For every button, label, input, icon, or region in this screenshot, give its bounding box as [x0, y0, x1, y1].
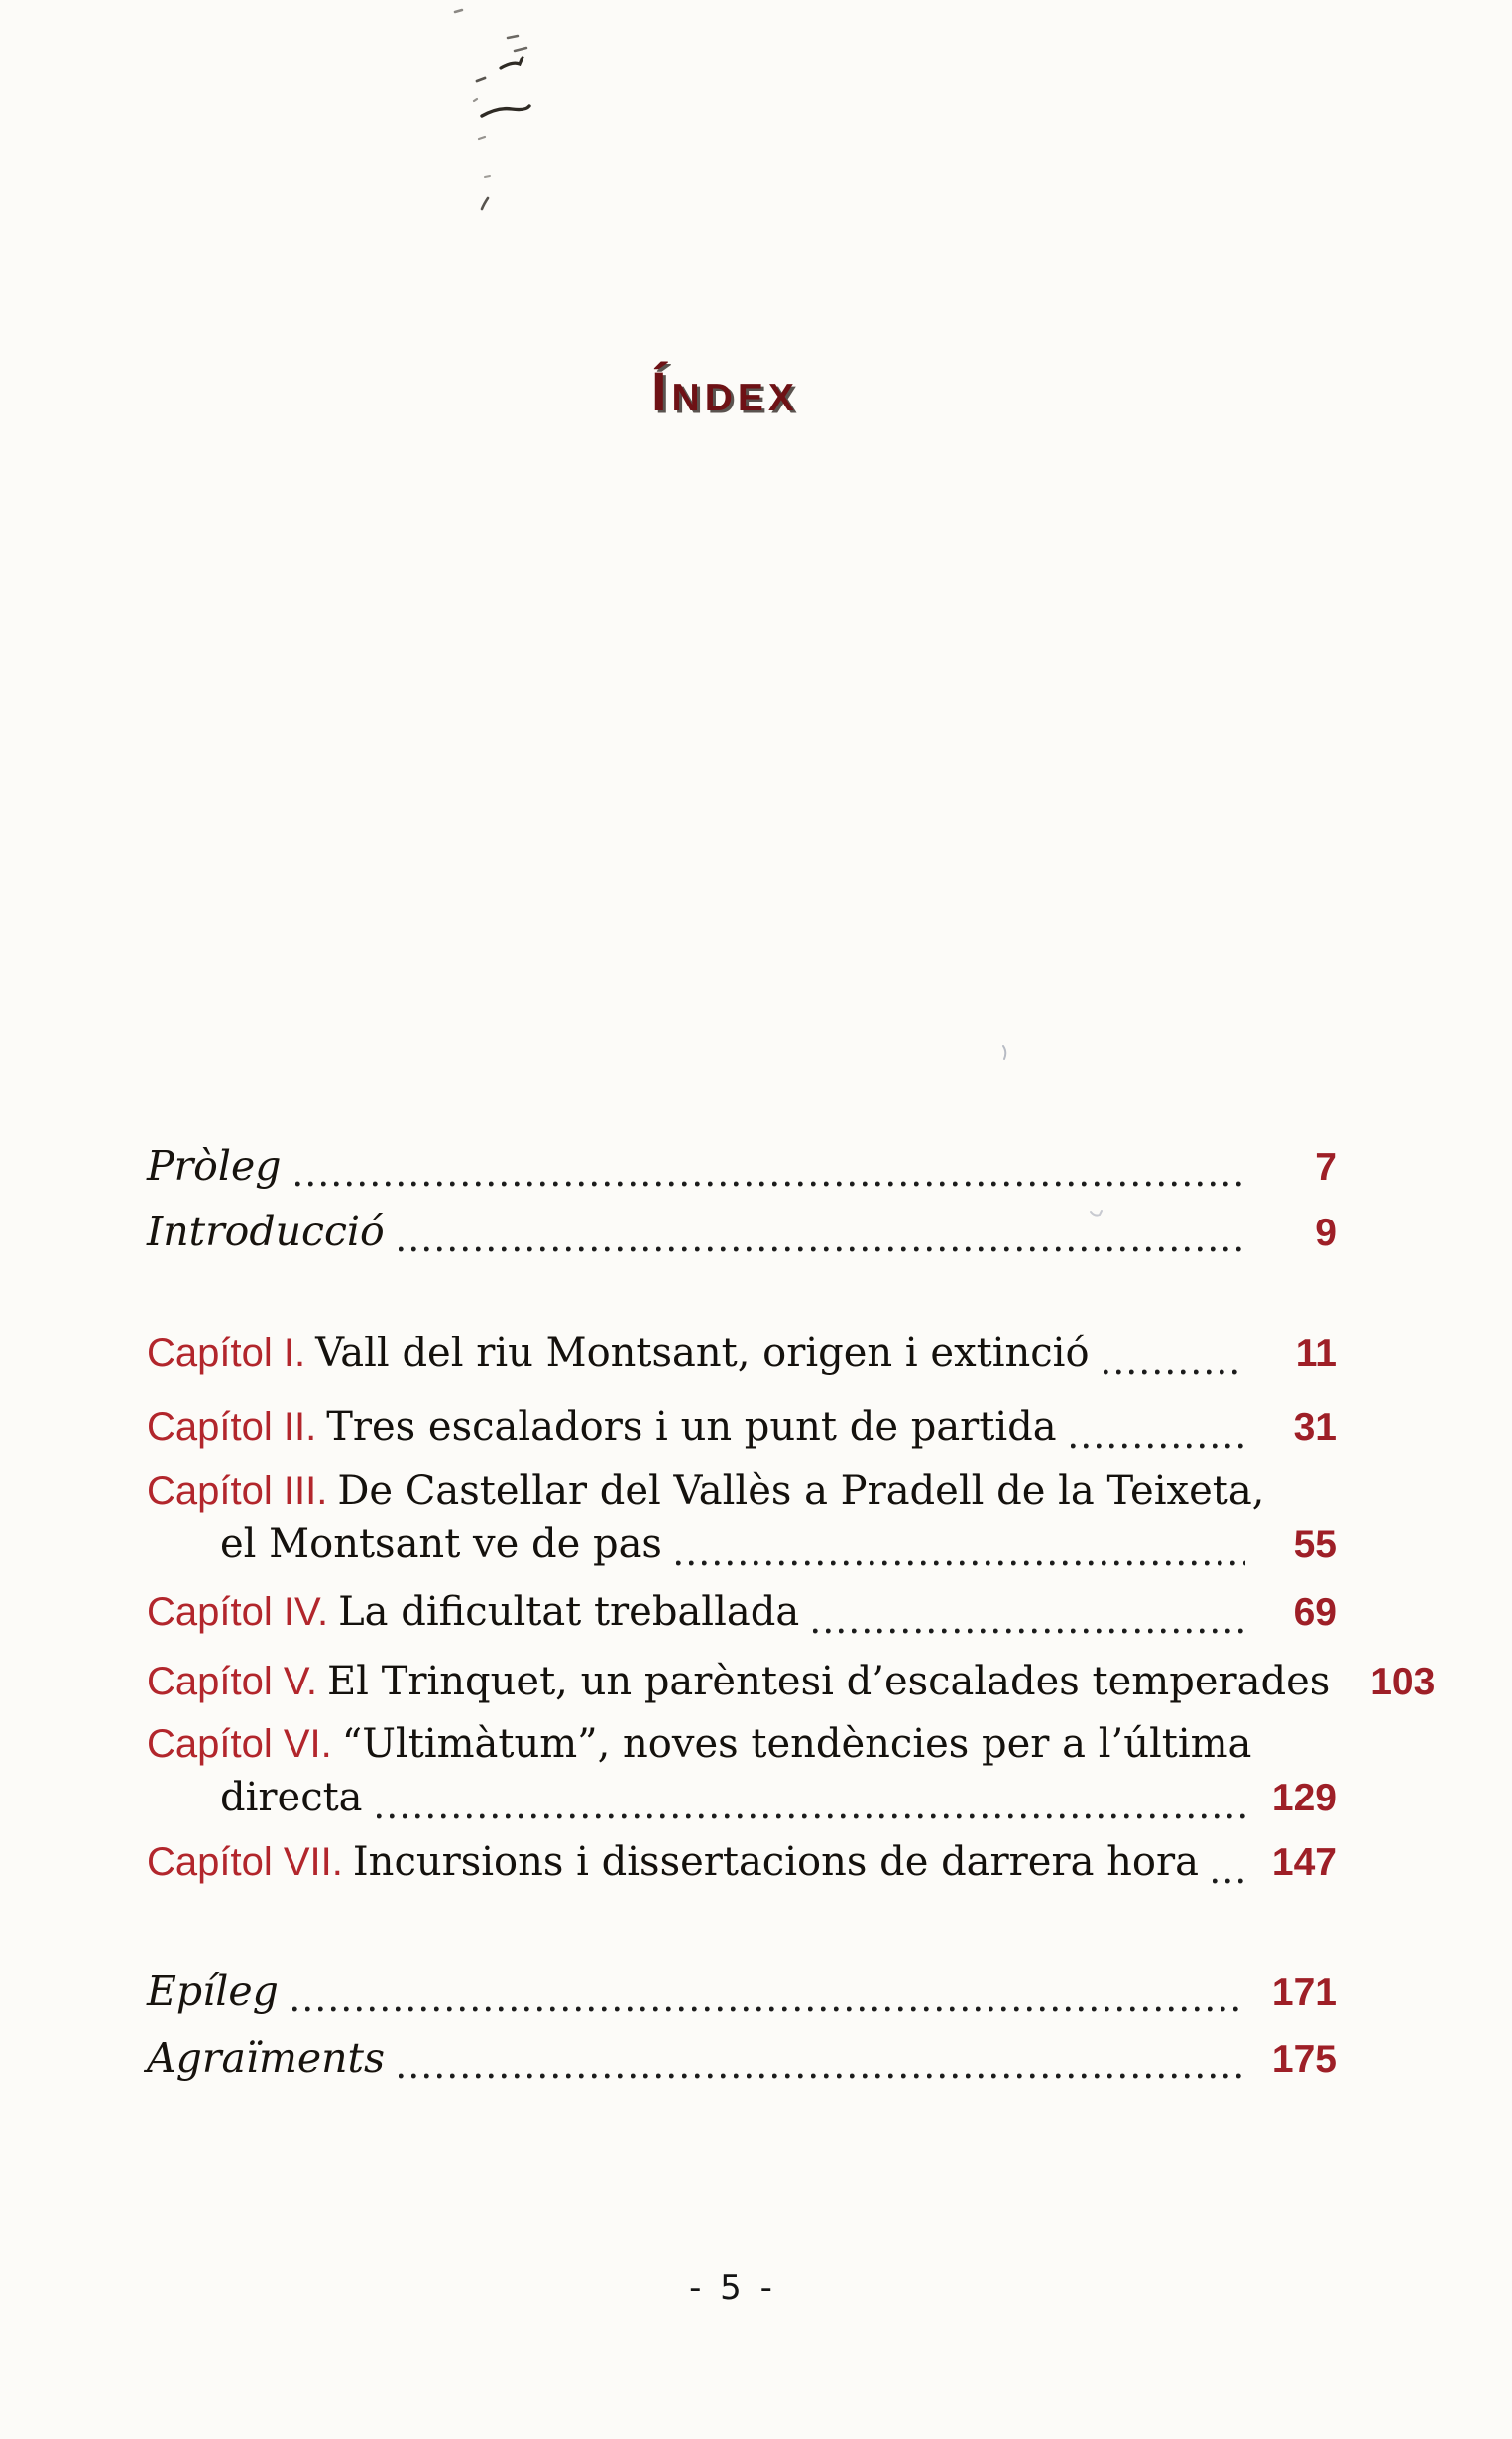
toc-entry-label: Introducció: [147, 1208, 385, 1255]
page-title: Índex: [651, 360, 799, 422]
toc-page-number: 31: [1293, 1406, 1337, 1449]
footer-page-number: - 5 -: [689, 2268, 776, 2308]
toc-row-epileg: [147, 1967, 1337, 2023]
chapter-title: “Ultimàtum”, noves tendències per a l’última: [341, 1721, 1252, 1767]
chapter-title: La dificultat treballada: [338, 1589, 800, 1635]
dotted-leader: [377, 1810, 1245, 1822]
toc-row-capitol-2: [147, 1404, 1337, 1459]
chapter-label: Capítol IV.: [147, 1590, 329, 1634]
toc-page-number: 11: [1295, 1333, 1337, 1375]
chapter-title: Tres escaladors i un punt de partida: [326, 1404, 1057, 1450]
dotted-leader: [399, 2070, 1245, 2082]
toc-row-introduccio: [147, 1208, 1337, 1263]
chapter-title: Incursions i dissertacions de darrera hora: [352, 1839, 1199, 1885]
dotted-leader: [1213, 1875, 1245, 1887]
toc-page-number: 69: [1293, 1591, 1337, 1634]
toc-row-capitol-4: [147, 1589, 1337, 1645]
toc-row-capitol-7: [147, 1839, 1337, 1895]
toc-page-number: 103: [1370, 1661, 1436, 1703]
chapter-label: Capítol VI.: [147, 1722, 332, 1766]
chapter-title: Vall del riu Montsant, origen i extinció: [315, 1331, 1090, 1376]
dotted-leader: [399, 1243, 1245, 1255]
dotted-leader: [676, 1557, 1245, 1568]
table-of-contents: [147, 1142, 1436, 2090]
toc-entry-label: Pròleg: [147, 1142, 282, 1190]
toc-page-number: 171: [1271, 1971, 1337, 2014]
chapter-label: Capítol III.: [147, 1469, 328, 1513]
toc-row-capitol-3-line2: [147, 1521, 1337, 1576]
toc-page-number: 129: [1271, 1777, 1337, 1819]
toc-page-number: 7: [1315, 1146, 1337, 1189]
toc-entry-label: Agraïments: [147, 2034, 386, 2082]
chapter-label: Capítol II.: [147, 1405, 317, 1449]
dotted-leader: [295, 1178, 1246, 1190]
chapter-title: De Castellar del Vallès a Pradell de la Teixeta,: [337, 1468, 1265, 1514]
dotted-leader: [813, 1625, 1245, 1637]
chapter-title-continued: el Montsant ve de pas: [220, 1521, 662, 1567]
toc-row-agraiments: [147, 2034, 1337, 2090]
toc-row-capitol-5: [147, 1659, 1436, 1714]
toc-page-number: 55: [1293, 1523, 1337, 1566]
chapter-title: El Trinquet, un parèntesi d’escalades temperades: [326, 1659, 1331, 1704]
toc-page-number: 175: [1271, 2038, 1337, 2081]
dotted-leader: [1071, 1440, 1245, 1452]
chapter-label: Capítol V.: [147, 1660, 317, 1703]
toc-page-number: 9: [1315, 1212, 1337, 1254]
toc-row-proleg: [147, 1142, 1337, 1198]
toc-row-capitol-6-line2: [147, 1775, 1337, 1830]
toc-page-number: 147: [1271, 1841, 1337, 1884]
toc-row-capitol-6-line1: [147, 1721, 1337, 1777]
chapter-label: Capítol VII.: [147, 1840, 343, 1884]
toc-row-capitol-1: [147, 1331, 1337, 1386]
toc-entry-label: Epíleg: [147, 1967, 279, 2015]
chapter-title-continued: directa: [220, 1775, 363, 1820]
dotted-leader: [1104, 1366, 1245, 1378]
dotted-leader: [292, 2003, 1245, 2015]
chapter-label: Capítol I.: [147, 1332, 306, 1375]
toc-row-capitol-3-line1: [147, 1468, 1337, 1524]
